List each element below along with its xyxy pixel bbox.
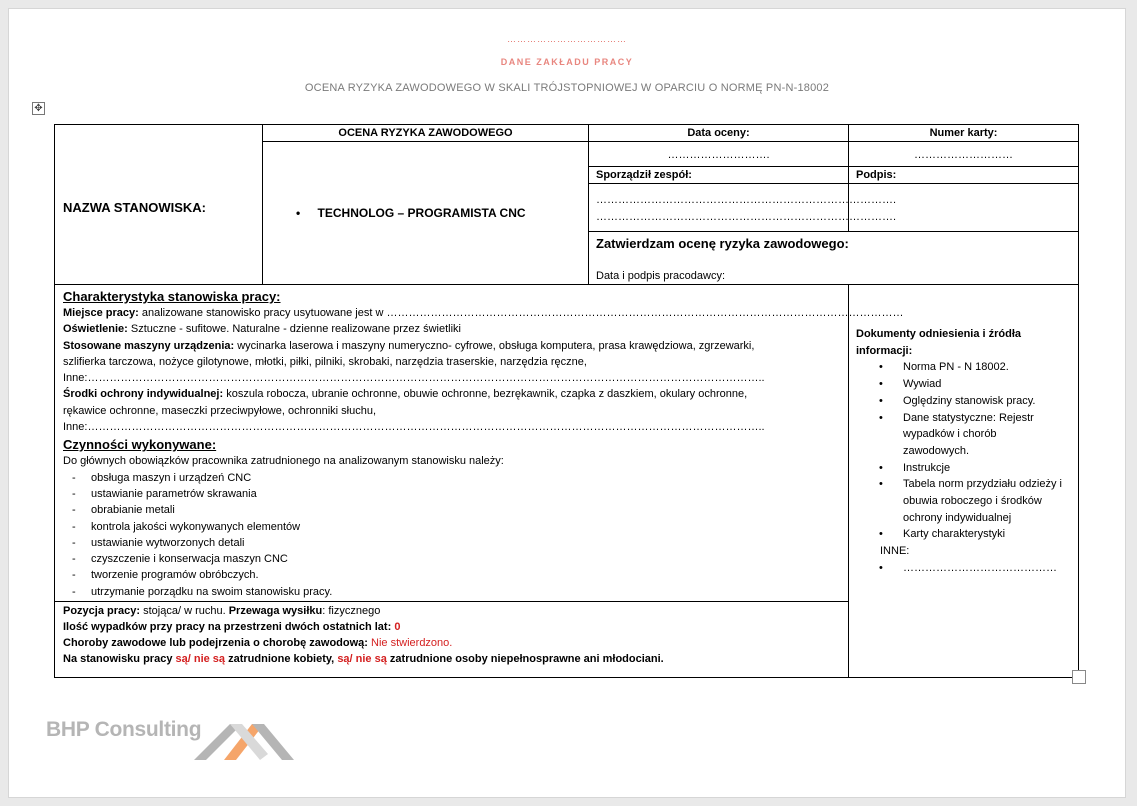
list-item: - obsługa maszyn i urządzeń CNC (69, 470, 847, 486)
other-ppe-line: Inne:………………………………………………………………………………………………………………………………………………………………….. (63, 421, 765, 434)
list-item: • …………………………………… (856, 560, 1074, 577)
document-title: OCENA RYZYKA ZAWODOWEGO W SKALI TRÓJSTOPNIOWEJ W OPARCIU O NORMĘ PN-N-18002 (304, 82, 830, 94)
lighting-line: Oświetlenie: Sztuczne - sufitowe. Naturalne - dzienne realizowane przez świetliki (63, 323, 462, 336)
position-label: NAZWA STANOWISKA: (63, 200, 206, 215)
list-item: • Wywiad (856, 376, 1074, 393)
assessment-date-field[interactable]: ………………………. (667, 149, 770, 161)
company-dots: ……………………………… (507, 34, 627, 44)
list-item: - kontrola jakości wykonywanych elementów (69, 519, 847, 535)
ppe-line-2: rękawice ochronne, maseczki przeciwpyłowe, ochronniki słuchu, (63, 404, 377, 417)
activities-list (63, 470, 847, 600)
documents-list (856, 359, 1074, 543)
employer-signature-label: Data i podpis pracodawcy: (596, 270, 726, 282)
card-number-label: Numer karty: (929, 127, 998, 139)
bhp-consulting-logo (46, 714, 296, 764)
list-item: • Tabela norm przydziału odzieży i obuwia roboczego i środków ochrony indywidualnej (856, 476, 1063, 526)
list-item: - ustawianie wytworzonych detali (69, 535, 847, 551)
table-move-handle-icon[interactable]: ✥ (32, 102, 45, 115)
logo-text: BHP Consulting (46, 718, 202, 741)
accidents-line: Ilość wypadków przy pracy na przestrzeni dwóch ostatnich lat: 0 (63, 621, 401, 633)
activities-intro: Do głównych obowiązków pracownika zatrudnionego na analizowanym stanowisku należy: (63, 455, 504, 468)
workplace-line: Miejsce pracy: analizowane stanowisko pracy usytuowane jest w …………………………………………………………………………………………………………………………… (63, 307, 904, 319)
documents-title: Dokumenty odniesienia i źródła informacji: (856, 328, 1022, 357)
activities-title: Czynności wykonywane: (63, 437, 217, 453)
assessment-date-label: Data oceny: (687, 127, 750, 139)
reference-documents (856, 326, 1074, 577)
documents-other-label: INNE: (880, 545, 910, 558)
list-item: - utrzymanie porządku na swoim stanowisku pracy. (69, 584, 847, 600)
list-item: • Instrukcje (856, 460, 1074, 477)
list-item: • Norma PN - N 18002. (856, 359, 1074, 376)
team-line-1[interactable]: ………………………………………………………………………. (596, 194, 897, 206)
machines-line-2: szlifierka tarczowa, nożyce gilotynowe, młotki, piłki, pilniki, skrobaki, narzędzia traserskie, narzędzia ręczne, (63, 355, 587, 368)
work-conditions (63, 603, 847, 667)
team-line-2[interactable]: ………………………………………………………………………. (596, 211, 897, 223)
list-item: • Karty charakterystyki (856, 526, 1074, 543)
work-position-line: Pozycja pracy: stojąca/ w ruchu. Przewaga wysiłku: fizycznego (63, 605, 381, 617)
risk-assessment-header: OCENA RYZYKA ZAWODOWEGO (338, 127, 513, 139)
team-label: Sporządził zespół: (596, 169, 692, 181)
diseases-line: Choroby zawodowe lub podejrzenia o chorobę zawodową: Nie stwierdzono. (63, 637, 453, 649)
signature-label: Podpis: (856, 169, 897, 181)
card-number-field[interactable]: ……………………… (914, 149, 1013, 161)
characteristics-title: Charakterystyka stanowiska pracy: (63, 289, 281, 304)
other-machines-line: Inne:………………………………………………………………………………………………………………………………………………………………….. (63, 372, 765, 385)
list-item: - ustawianie parametrów skrawania (69, 486, 847, 502)
list-item: • Dane statystyczne: Rejestr wypadków i chorób zawodowych. (856, 410, 1063, 460)
employment-line: Na stanowisku pracy są/ nie są zatrudnione kobiety, są/ nie są zatrudnione osoby niepełnosprawne ani młodociani. (63, 653, 664, 665)
bullet-icon: • (296, 206, 301, 220)
job-characteristics (63, 288, 904, 600)
list-item: - czyszczenie i konserwacja maszyn CNC (69, 551, 847, 567)
list-item: - obrabianie metali (69, 502, 847, 518)
documents-other-list (856, 560, 1074, 577)
list-item: • Oględziny stanowisk pracy. (856, 393, 1074, 410)
table-resize-handle-icon[interactable] (1072, 670, 1086, 684)
approval-label: Zatwierdzam ocenę ryzyka zawodowego: (596, 236, 849, 251)
list-item: - tworzenie programów obróbczych. (69, 567, 847, 583)
machines-line: Stosowane maszyny urządzenia: wycinarka laserowa i maszyny numeryczno- cyfrowe, obsługa komputera, prasa krawędziowa, zgrzewarki, (63, 339, 755, 352)
position-name-item (296, 206, 526, 220)
company-data-heading: DANE ZAKŁADU PRACY (500, 57, 634, 67)
position-name: TECHNOLOG – PROGRAMISTA CNC (317, 206, 526, 220)
ppe-line: Środki ochrony indywidualnej: koszula robocza, ubranie ochronne, obuwie ochronne, bezrękawnik, czapka z daszkiem, okulary ochronne, (63, 388, 748, 401)
